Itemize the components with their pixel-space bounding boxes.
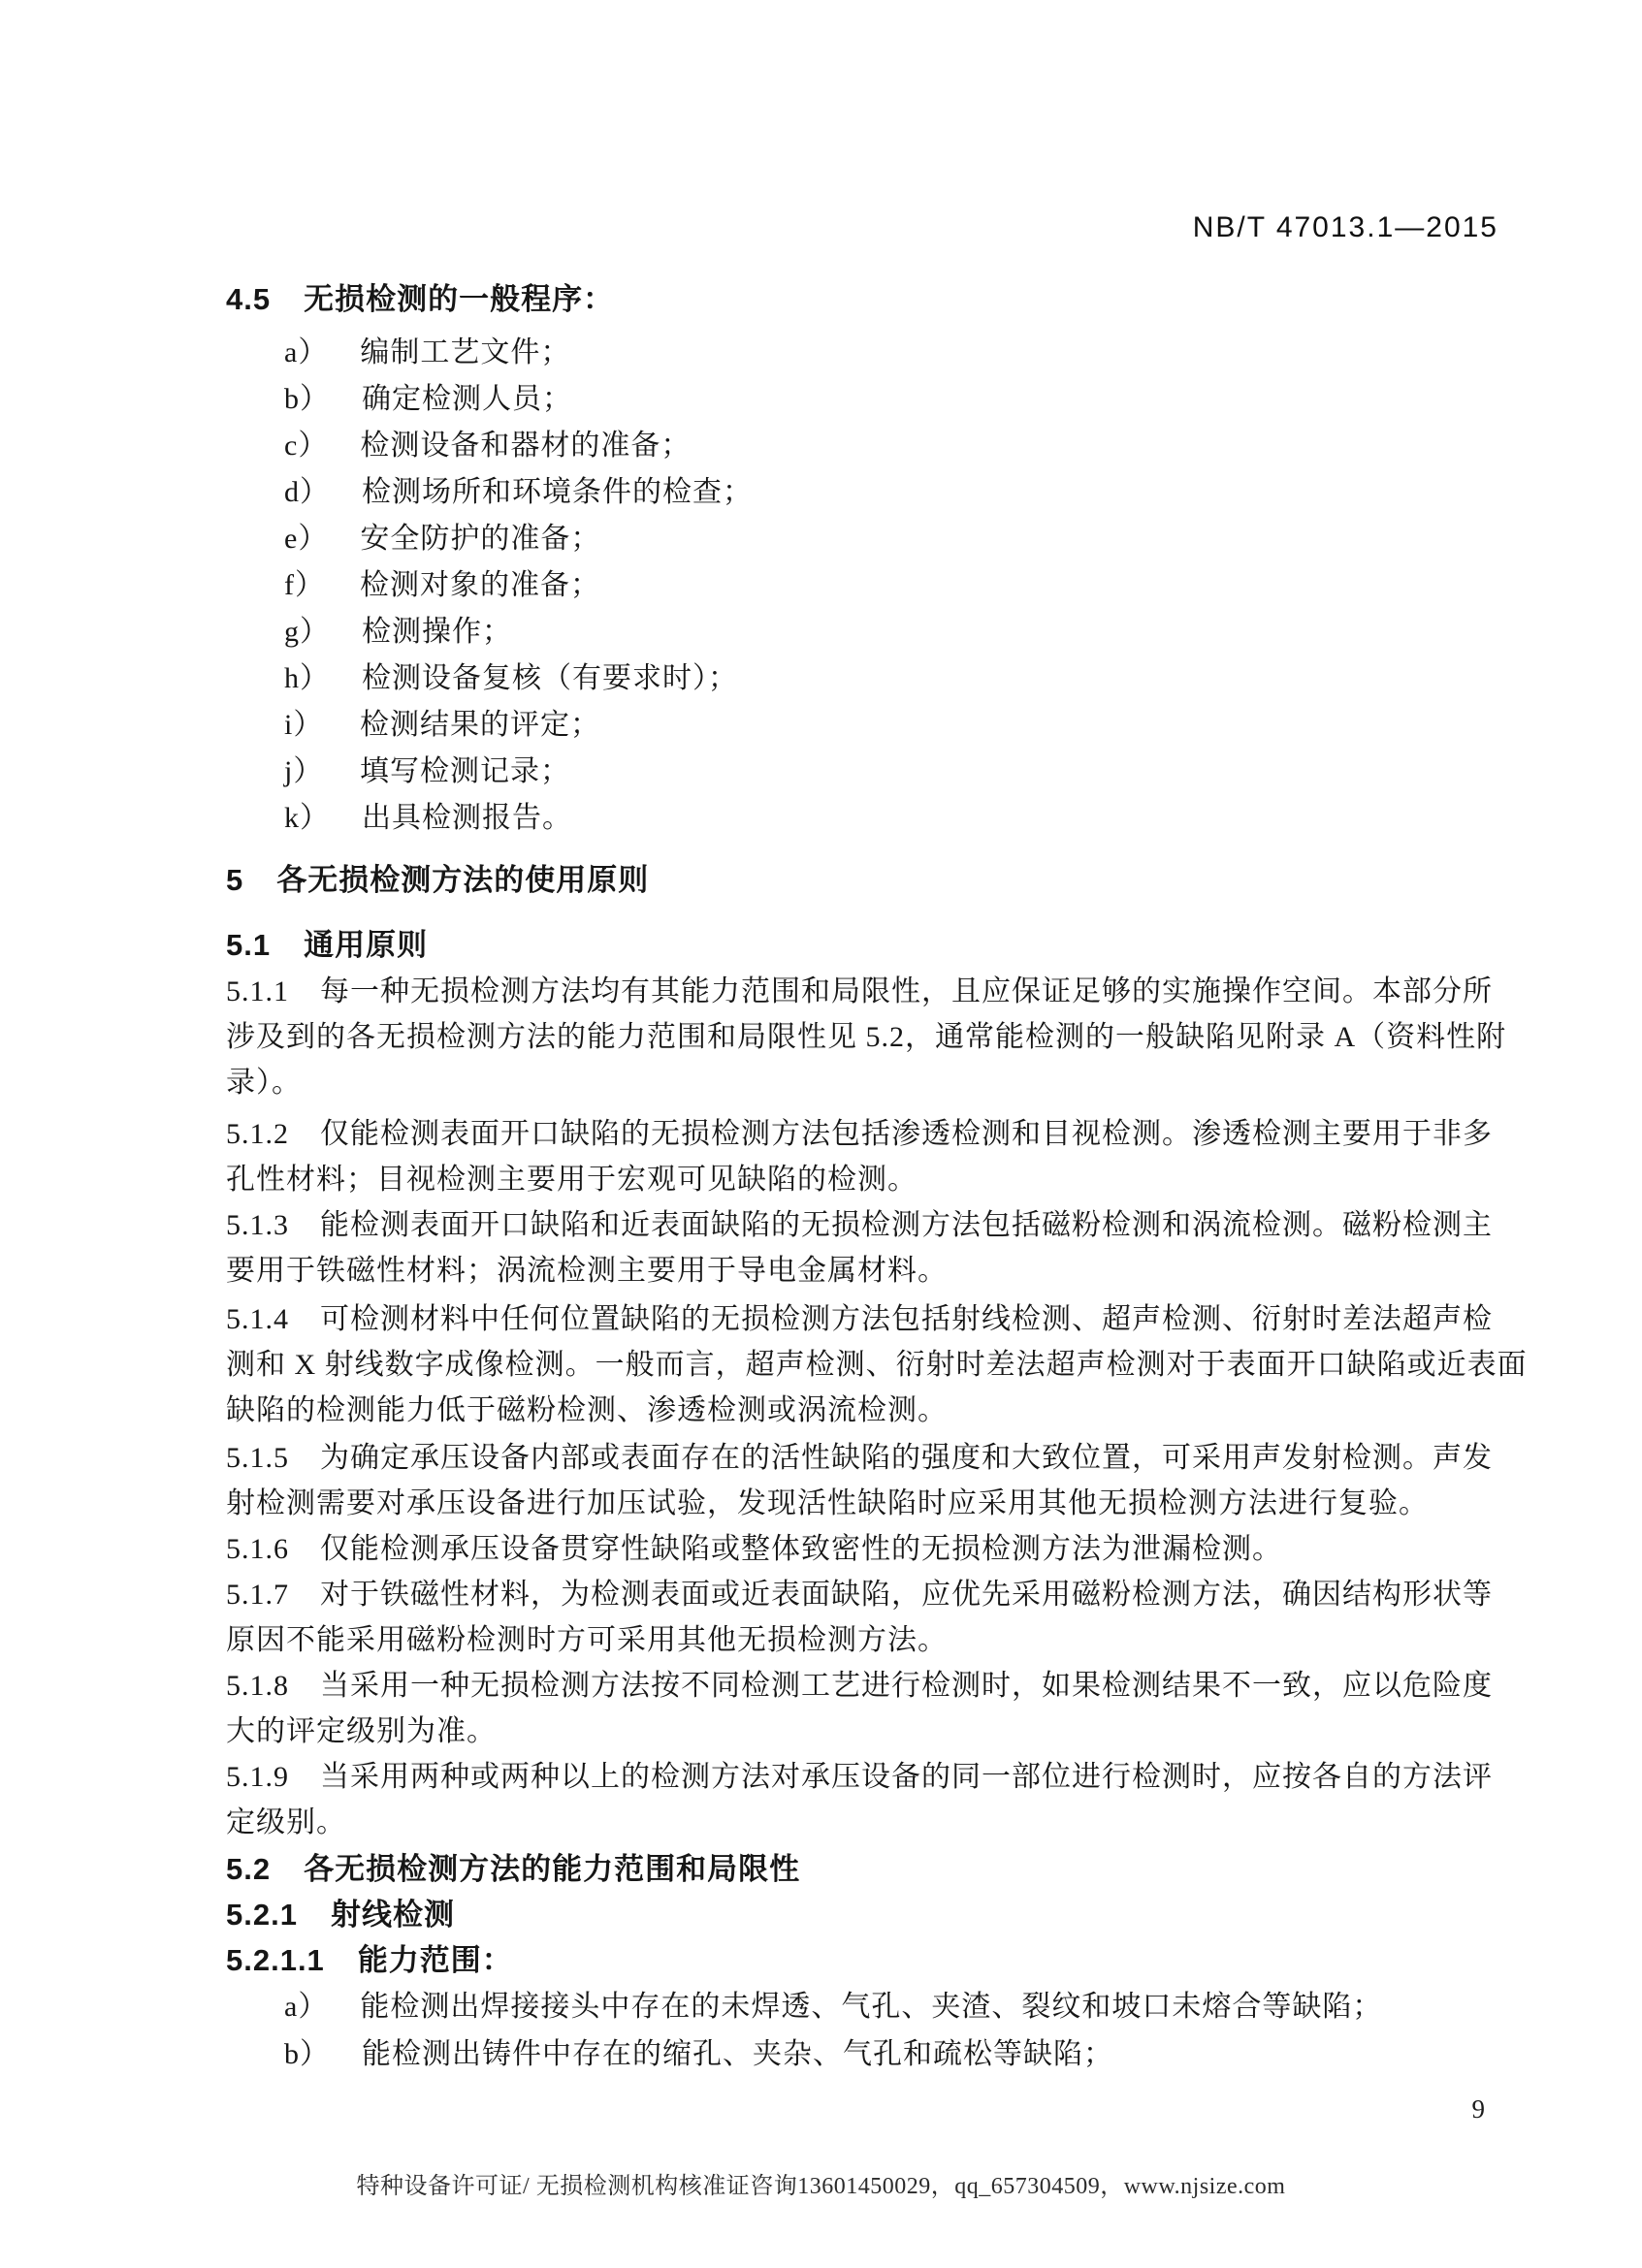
clause-line: 大的评定级别为准。 — [226, 1715, 497, 1747]
list-item-text: 检测操作； — [362, 616, 512, 648]
clause-text: 为确定承压设备内部或表面存在的活性缺陷的强度和大致位置，可采用声发射检测。声发 — [320, 1442, 1493, 1474]
list-item — [226, 702, 1508, 749]
clause-line: 孔性材料；目视检测主要用于宏观可见缺陷的检测。 — [226, 1164, 918, 1196]
clause-number: 5.1.3 — [226, 1209, 289, 1241]
list-item-text: 检测设备和器材的准备； — [360, 430, 692, 462]
clause-line — [226, 1663, 1508, 1709]
clause-text: 仅能检测承压设备贯穿性缺陷或整体致密性的无损检测方法为泄漏检测。 — [320, 1533, 1282, 1565]
list-item-text: 检测场所和环境条件的检查； — [362, 476, 753, 508]
list-item-text: 检测结果的评定； — [360, 709, 600, 741]
clause-number: 5.1.6 — [226, 1533, 289, 1565]
list-item-letter: e） — [284, 523, 329, 555]
clause-number: 5.1.7 — [226, 1579, 289, 1611]
list-item — [226, 655, 1508, 702]
section-5-2-1-title: 射线检测 — [330, 1898, 455, 1932]
page-number: 9 — [1471, 2094, 1485, 2124]
list-item-text: 确定检测人员； — [362, 383, 572, 415]
clause-text: 对于铁磁性材料，为检测表面或近表面缺陷，应优先采用磁粉检测方法，确因结构形状等 — [320, 1579, 1493, 1611]
clause-line: 定级别。 — [226, 1806, 346, 1838]
clause-5-1-9 — [226, 1754, 1508, 1845]
section-5-number: 5 — [226, 863, 244, 897]
section-5-2-1-1-heading — [226, 1937, 1508, 1983]
page-content — [226, 276, 1528, 2078]
section-5-heading — [226, 857, 1508, 903]
list-item-text: 检测设备复核（有要求时）； — [362, 662, 738, 694]
clause-text: 当采用一种无损检测方法按不同检测工艺进行检测时，如果检测结果不一致，应以危险度 — [320, 1670, 1493, 1702]
clause-5-1-5 — [226, 1435, 1508, 1526]
list-item — [226, 516, 1508, 562]
clause-5-1-7 — [226, 1572, 1508, 1663]
clause-line: 涉及到的各无损检测方法的能力范围和局限性见 5.2，通常能检测的一般缺陷见附录 A（资料性附 — [226, 1021, 1507, 1053]
list-item-text: 能检测出铸件中存在的缩孔、夹杂、气孔和疏松等缺陷； — [362, 2038, 1113, 2070]
list-item-letter: c） — [284, 430, 329, 462]
clause-line: 测和 X 射线数字成像检测。一般而言，超声检测、衍射时差法超声检测对于表面开口缺陷或近表面 — [226, 1349, 1528, 1381]
clause-line — [226, 1754, 1508, 1800]
list-item-letter: k） — [284, 802, 330, 834]
clause-line: 要用于铁磁性材料；涡流检测主要用于导电金属材料。 — [226, 1255, 948, 1287]
list-item-text: 编制工艺文件； — [360, 336, 571, 368]
section-5-2-number: 5.2 — [226, 1852, 272, 1886]
section-5-2-title: 各无损检测方法的能力范围和局限性 — [304, 1852, 801, 1886]
clause-number: 5.1.4 — [226, 1303, 289, 1335]
list-item-letter: b） — [284, 2038, 330, 2070]
clause-line — [226, 1202, 1508, 1248]
procedure-list — [226, 330, 1508, 842]
footer-note: 特种设备许可证/ 无损检测机构核准证咨询13601450029，qq_657304509，www.njsize.com — [356, 2174, 1286, 2199]
list-item-text: 能检测出焊接接头中存在的未焊透、气孔、夹渣、裂纹和坡口未熔合等缺陷； — [360, 1991, 1383, 2023]
list-item-letter: a） — [284, 336, 329, 368]
clause-text: 可检测材料中任何位置缺陷的无损检测方法包括射线检测、超声检测、衍射时差法超声检 — [320, 1303, 1493, 1335]
clause-number: 5.1.9 — [226, 1761, 289, 1793]
clause-line: 缺陷的检测能力低于磁粉检测、渗透检测或涡流检测。 — [226, 1394, 948, 1426]
list-item-letter: f） — [284, 569, 325, 601]
list-item — [226, 469, 1508, 516]
clause-line — [226, 969, 1508, 1014]
list-item-text: 安全防护的准备； — [360, 523, 601, 555]
section-5-1-number: 5.1 — [226, 928, 272, 962]
clause-line — [226, 1526, 1508, 1572]
clause-5-1-1 — [226, 969, 1508, 1105]
clause-number: 5.1.8 — [226, 1670, 289, 1702]
list-item-letter: d） — [284, 476, 330, 508]
list-item-letter: g） — [284, 616, 330, 648]
list-item-text: 出具检测报告。 — [362, 802, 572, 834]
section-5-2-1-1-number: 5.2.1.1 — [226, 1943, 325, 1977]
clause-line: 录）。 — [226, 1067, 302, 1099]
list-item — [226, 609, 1508, 655]
list-item — [226, 749, 1508, 795]
list-item-letter: i） — [284, 709, 324, 741]
clause-number: 5.1.2 — [226, 1118, 289, 1150]
section-5-title: 各无损检测方法的使用原则 — [276, 863, 650, 897]
section-5-2-1-1-title: 能力范围： — [357, 1943, 513, 1977]
section-5-2-heading — [226, 1846, 1508, 1892]
list-item-letter: j） — [284, 755, 324, 787]
list-item — [226, 1984, 1508, 2030]
section-5-1-heading — [226, 922, 1508, 968]
clause-4-5-heading — [226, 276, 1508, 322]
list-item — [226, 795, 1508, 842]
clause-5-1-4 — [226, 1296, 1528, 1433]
section-5-1-title: 通用原则 — [304, 928, 429, 962]
capability-list — [226, 1984, 1508, 2078]
section-5-2-1-number: 5.2.1 — [226, 1898, 298, 1932]
clause-number: 5.1.5 — [226, 1442, 289, 1474]
clause-line: 原因不能采用磁粉检测时方可采用其他无损检测方法。 — [226, 1624, 948, 1656]
clause-5-1-8 — [226, 1663, 1508, 1754]
clause-text: 每一种无损检测方法均有其能力范围和局限性，且应保证足够的实施操作空间。本部分所 — [320, 975, 1493, 1007]
list-item-letter: h） — [284, 662, 330, 694]
clause-line — [226, 1435, 1508, 1481]
list-item-letter: b） — [284, 383, 330, 415]
clause-text: 仅能检测表面开口缺陷的无损检测方法包括渗透检测和目视检测。渗透检测主要用于非多 — [320, 1118, 1493, 1150]
clause-4-5-number: 4.5 — [226, 282, 272, 316]
standard-code: NB/T 47013.1—2015 — [1192, 211, 1498, 243]
list-item-text: 检测对象的准备； — [360, 569, 600, 601]
list-item — [226, 330, 1508, 376]
clause-text: 当采用两种或两种以上的检测方法对承压设备的同一部位进行检测时，应按各自的方法评 — [320, 1761, 1493, 1793]
clause-line — [226, 1111, 1508, 1157]
section-5-2-1-heading — [226, 1892, 1508, 1937]
clause-5-1-6 — [226, 1526, 1508, 1572]
clause-5-1-2 — [226, 1111, 1508, 1202]
clause-number: 5.1.1 — [226, 975, 289, 1007]
list-item-text: 填写检测记录； — [360, 755, 570, 787]
list-item-letter: a） — [284, 1991, 329, 2023]
list-item — [226, 2031, 1508, 2078]
clause-4-5-title: 无损检测的一般程序： — [304, 282, 615, 316]
clause-line — [226, 1572, 1508, 1617]
clause-text: 能检测表面开口缺陷和近表面缺陷的无损检测方法包括磁粉检测和涡流检测。磁粉检测主 — [320, 1209, 1493, 1241]
clause-line — [226, 1296, 1508, 1342]
clause-line: 射检测需要对承压设备进行加压试验，发现活性缺陷时应采用其他无损检测方法进行复验。 — [226, 1487, 1429, 1519]
list-item — [226, 423, 1508, 469]
clause-5-1-3 — [226, 1202, 1508, 1294]
list-item — [226, 562, 1508, 609]
list-item — [226, 376, 1508, 423]
